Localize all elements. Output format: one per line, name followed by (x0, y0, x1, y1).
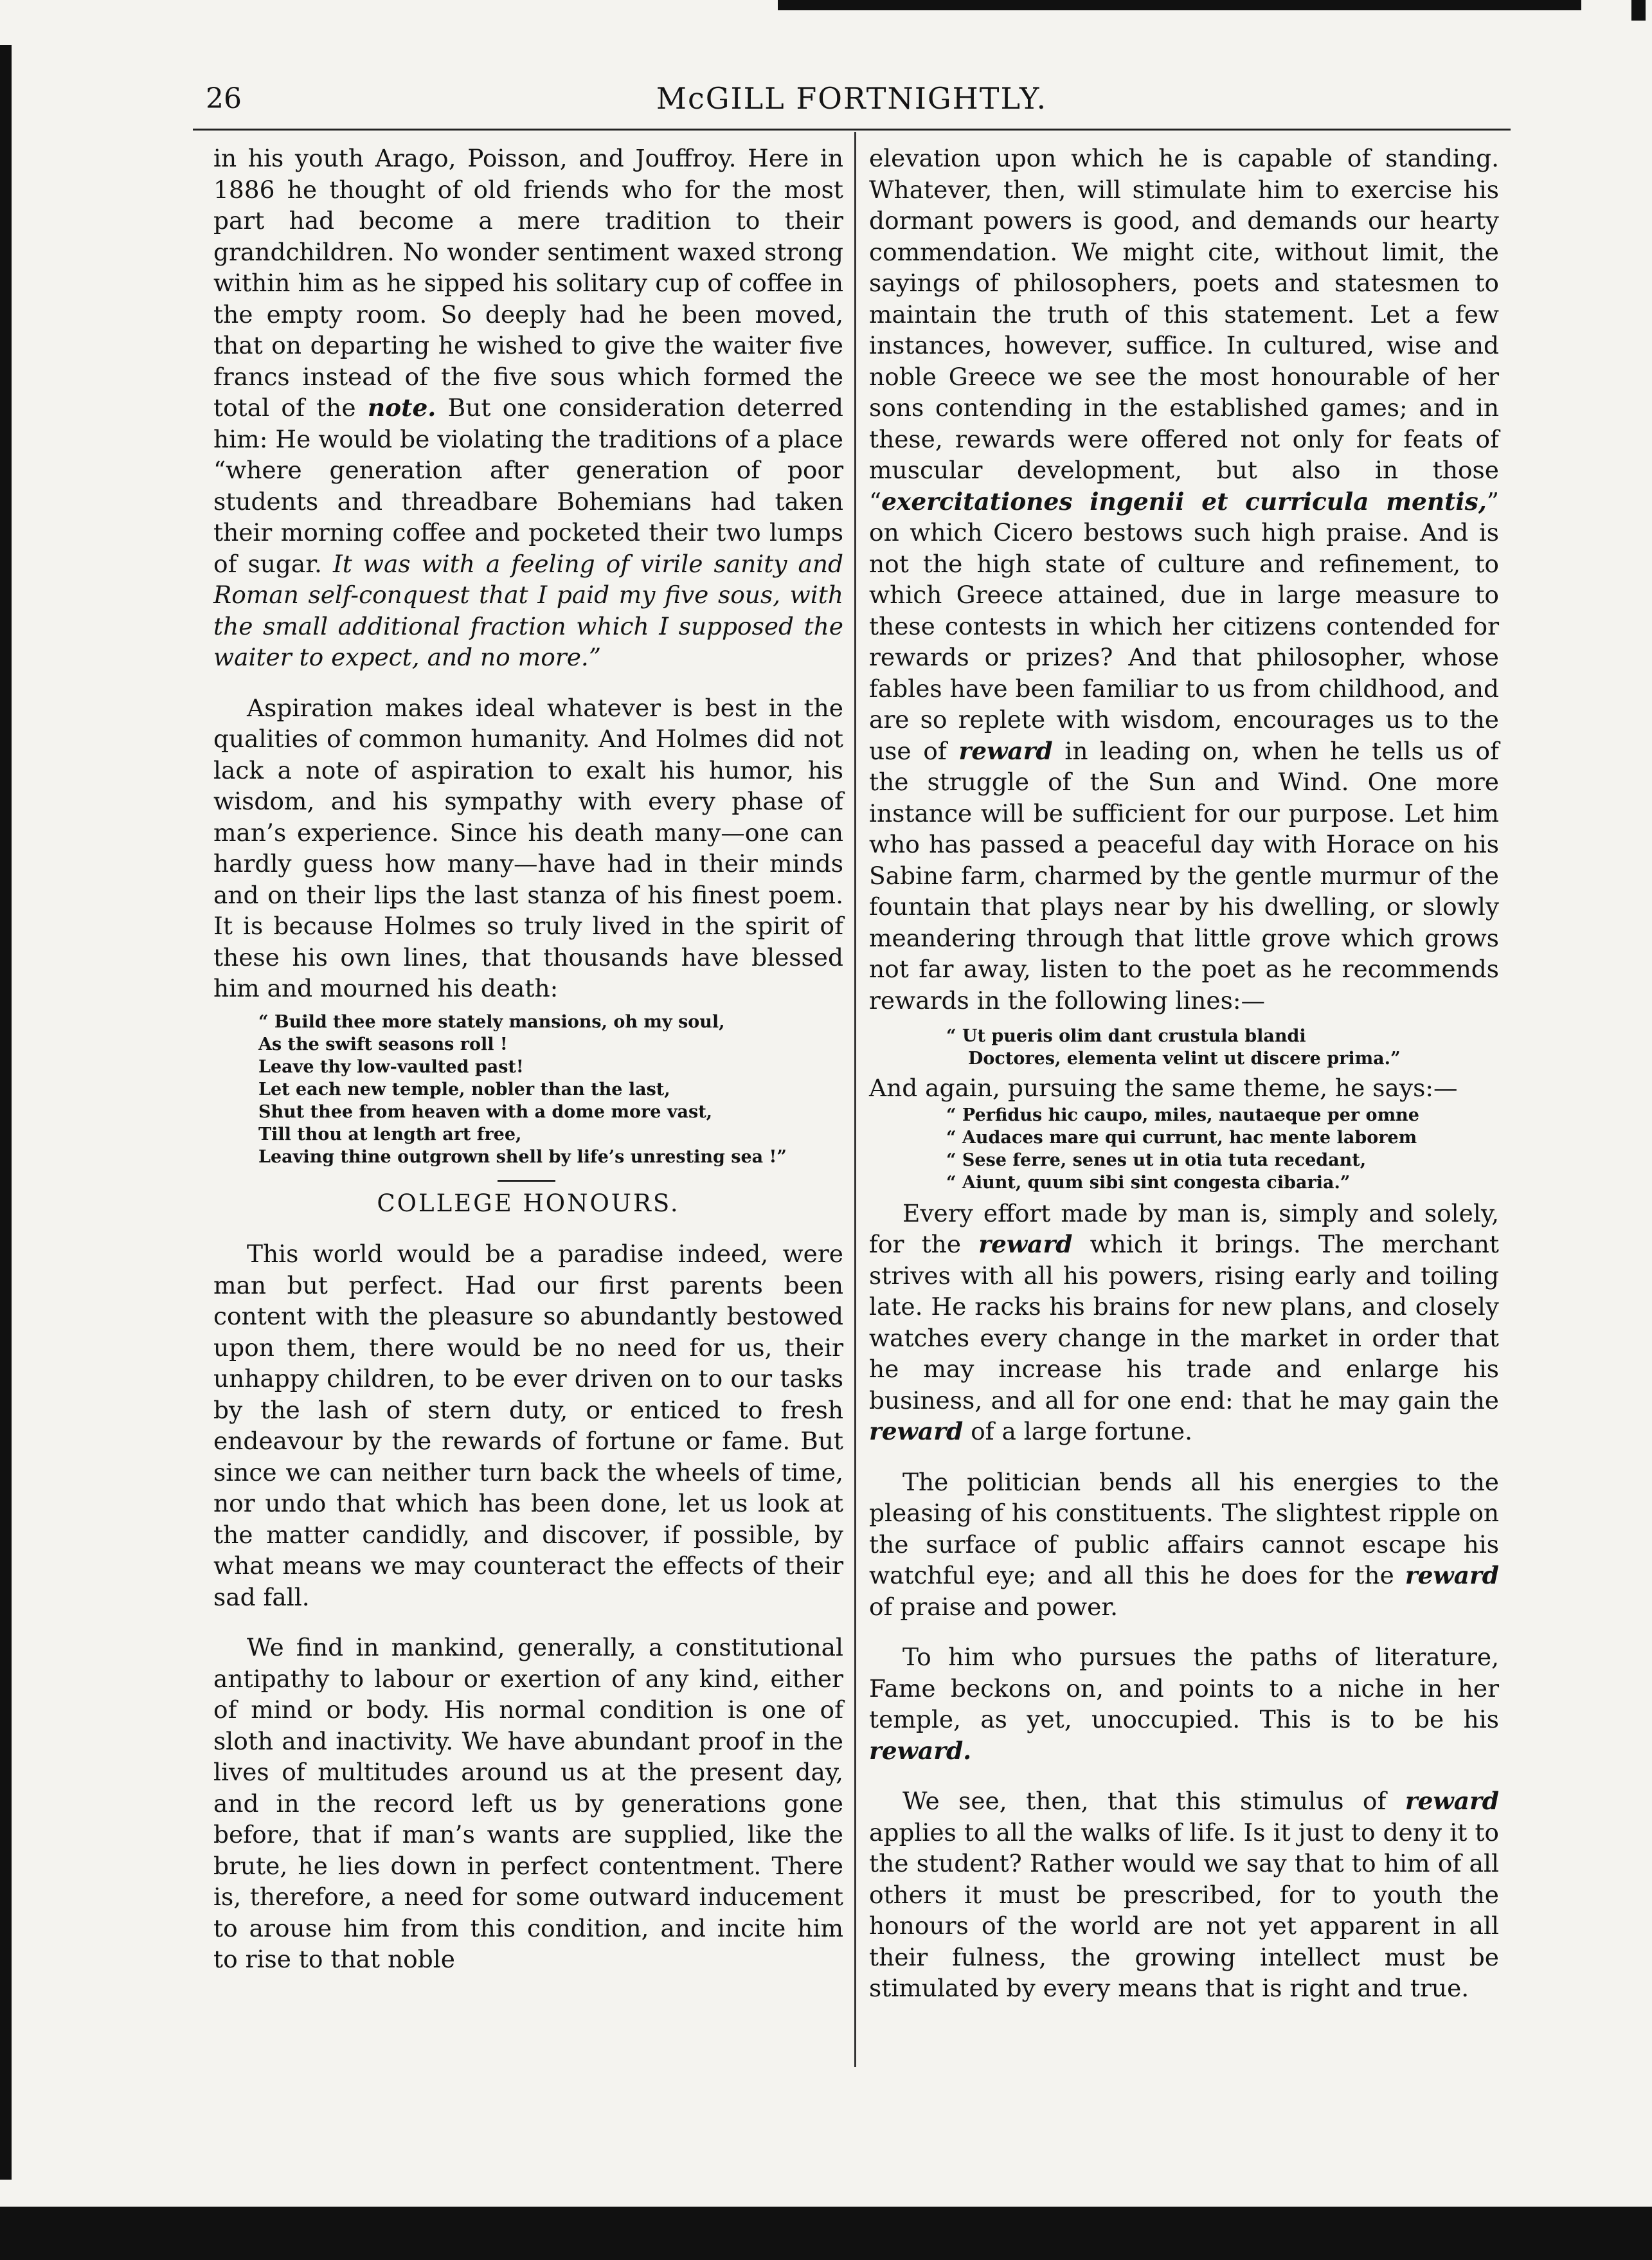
left-column (213, 143, 843, 1975)
quote-line: Doctores, elementa velint ut discere prima.” (968, 1049, 1401, 1069)
paragraph-greece: elevation upon which he is capable of standing. Whatever, then, will stimulate him to exercise his dormant powers is good, and demands our hearty commendation. We might cite, without limit, the sayings of philosophers, poets and statesmen to maintain the truth of this statement. Let a few instances, however, suffice. In cultured, wise and noble Greece we see the most honourable of her sons contending in the established games; and in these, rewards were offered not only for feats of muscular development, but also in those “exercitationes ingenii et curricula mentis,” on which Cicero bestows such high praise. And is not the high state of culture and refinement, to which Greece attained, due in large measure to these contests in which her citizens contended for rewards or prizes? And that philosopher, whose fables have been familiar to us from childhood, and are so replete with wisdom, encourages us to the use of reward in leading on, when he tells us of the struggle of the Sun and Wind. One more instance will be sufficient for our purpose. Let him who has passed a peaceful day with Horace on his Sabine farm, charmed by the gentle murmur of the fountain that plays near by his dwelling, or slowly meandering through that little grove which grows not far away, listen to the poet as he recommends rewards in the following lines:— (869, 144, 1500, 1015)
paragraph-holmes-cafe: in his youth Arago, Poisson, and Jouffroy. Here in 1886 he thought of old friends who for the most part had become a mere tradition to their grandchildren. No wonder sentiment waxed strong within him as he sipped his solitary cup of coffee in the empty room. So deeply had he been moved, that on departing he wished to give the waiter five francs instead of the five sous which formed the total of the note. But one consideration deterred him: He would be violating the traditions of a place “where generation after generation of poor students and threadbare Bohemians had taken their morning coffee and pocketed their two lumps of sugar. It was with a feeling of virile sanity and Roman self-conquest that I paid my five sous, with the small additional fraction which I supposed the waiter to expect, and no more.” (213, 144, 843, 671)
scan-edge-bottom (0, 2207, 1652, 2260)
column-divider (854, 132, 856, 2067)
right-column (869, 143, 1499, 2004)
poem-line: Let each new temple, nobler than the last, (258, 1079, 670, 1099)
paragraph-literature: To him who pursues the paths of literature, Fame beckons on, and points to a niche in her temple, as yet, unoccupied. This is to be his reward. (869, 1643, 1499, 1765)
quote-line: “ Sese ferre, senes ut in otia tuta recedant, (946, 1150, 1367, 1170)
page-header (206, 76, 1498, 121)
scan-edge-left (0, 45, 12, 2180)
paragraph-paradise: This world would be a paradise indeed, were man but perfect. Had our first parents been content with the pleasure so abundantly bestowed upon them, there would be no need for us, their unhappy children, to be ever driven on to our tasks by the lash of stern duty, or enticed to fresh endeavour by the rewards of fortune or fame. But since we can neither turn back the wheels of time, nor undo that which has been done, let us look at the matter candidly, and discover, if possible, by what means we may counteract the effects of their sad fall. (213, 1240, 843, 1611)
horace-quote-1 (946, 1025, 1499, 1070)
poem-line: As the swift seasons roll ! (258, 1034, 508, 1054)
scan-edge-top-right (1631, 0, 1646, 21)
transition-line: And again, pursuing the same theme, he says:— (869, 1074, 1458, 1102)
horace-quote-2 (946, 1104, 1499, 1194)
poem-line: “ Build thee more stately mansions, oh my soul, (258, 1011, 725, 1032)
quote-line: “ Audaces mare qui currunt, hac mente laborem (946, 1127, 1417, 1148)
quote-line: “ Ut pueris olim dant crustula blandi (946, 1026, 1306, 1046)
quote-line: “ Aiunt, quum sibi sint congesta cibaria.” (946, 1172, 1351, 1193)
paragraph-politician: The politician bends all his energies to the pleasing of his constituents. The slightest ripple on the surface of public affairs cannot escape his watchful eye; and all this he does for the reward of praise and power. (869, 1467, 1499, 1621)
page-number: 26 (206, 82, 242, 115)
header-rule (193, 129, 1511, 131)
poem-chambered-nautilus (258, 1011, 843, 1168)
poem-line: Leave thy low-vaulted past! (258, 1056, 524, 1077)
paragraph-merchant: Every effort made by man is, simply and solely, for the reward which it brings. The merchant strives with all his powers, rising early and toiling late. He racks his brains for new plans, and closely watches every change in the market in order that he may increase his trade and enlarge his business, and all for one end: that he may gain the reward of a large fortune. (869, 1198, 1500, 1445)
paragraph-aspiration: Aspiration makes ideal whatever is best in the qualities of common humanity. And Holmes did not lack a note of aspiration to exalt his humor, his wisdom, and his sympathy with every phase of man’s experience. Since his death many—one can hardly guess how many—have had in their minds and on their lips the last stanza of his finest poem. It is because Holmes so truly lived in the spirit of these his own lines, that thousands have blessed him and mourned his death: (213, 693, 843, 1002)
quote-line: “ Perfidus hic caupo, miles, nautaeque per omne (946, 1105, 1419, 1125)
section-heading: COLLEGE HONOURS. (377, 1189, 680, 1217)
journal-title: McGILL FORTNIGHTLY. (656, 81, 1048, 116)
scan-edge-top (778, 0, 1581, 10)
paragraph-antipathy: We find in mankind, generally, a constitutional antipathy to labour or exertion of any kind, either of mind or body. His normal condition is one of sloth and inactivity. We have abundant proof in the lives of multitudes around us at the present day, and in the record left us by generations gone before, that if man’s wants are supplied, like the brute, he lies down in perfect contentment. There is, therefore, a need for some outward inducement to arouse him from this condition, and incite him to rise to that noble (213, 1633, 843, 1973)
poem-line: Till thou at length art free, (258, 1124, 522, 1144)
section-divider (498, 1180, 555, 1182)
paragraph-student: We see, then, that this stimulus of reward applies to all the walks of life. Is it just to deny it to the student? Rather would we say that to him of all others it must be prescribed, for to youth the honours of the world are not yet apparent in all their fulness, the growing intellect must be stimulated by every means that is right and true. (869, 1787, 1499, 2002)
poem-line: Shut thee from heaven with a dome more vast, (258, 1101, 713, 1122)
poem-line: Leaving thine outgrown shell by life’s unresting sea !” (258, 1146, 787, 1167)
